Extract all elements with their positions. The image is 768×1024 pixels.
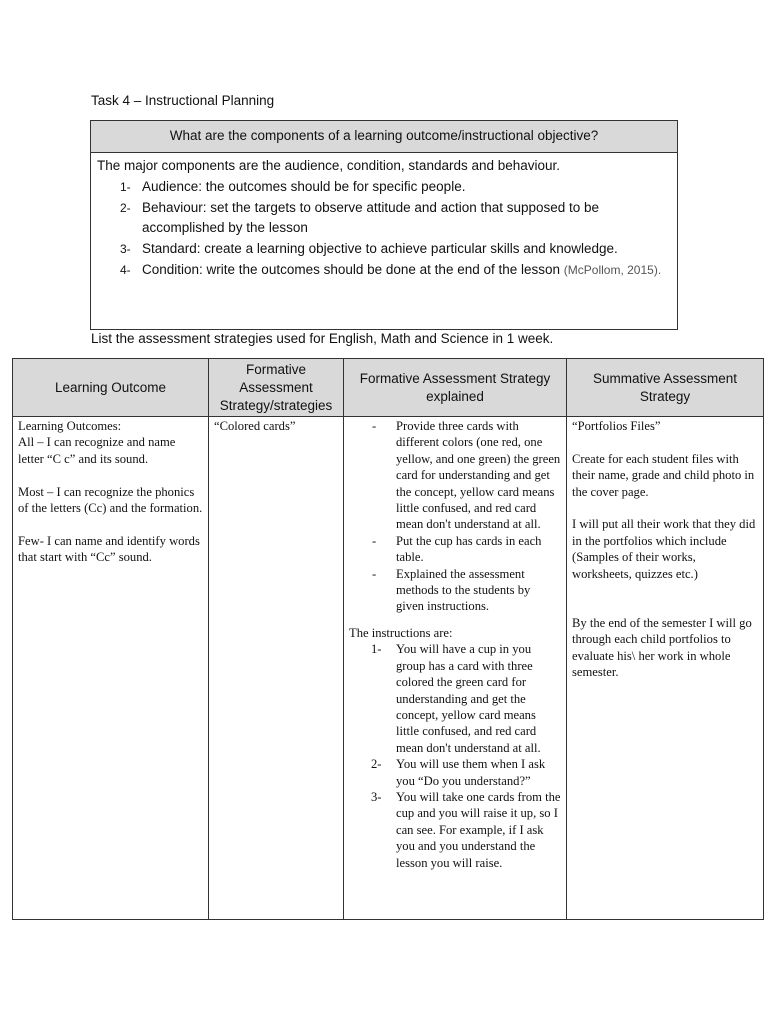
formative-strategy-cell [209, 417, 344, 920]
outcome-all: All – I can recognize and name letter “C c” and its sound. [18, 435, 176, 466]
answer-body [91, 153, 677, 280]
table-header-row [13, 359, 764, 417]
task-title: Task 4 – Instructional Planning [91, 93, 275, 108]
instructions-label: The instructions are: [349, 625, 453, 640]
list-item: - Put the cup has cards in each table. [372, 533, 542, 565]
item-number: 3- [120, 242, 131, 256]
table-row [13, 417, 764, 920]
formative-explained-cell [344, 417, 567, 920]
summative-strategy-cell [567, 417, 764, 920]
outcome-few: Few- I can name and identify words that start with “Cc” sound. [18, 533, 200, 565]
component-list [97, 177, 671, 280]
summative-paragraph: By the end of the semester I will go through each child portfolios to evaluate his\ her work in whole semester. [572, 615, 752, 680]
item-number: 4- [120, 263, 131, 277]
component-item [97, 239, 671, 259]
question-box [90, 120, 678, 330]
item-number: 2- [120, 201, 131, 215]
question-header: What are the components of a learning outcome/instructional objective? [91, 121, 677, 153]
list-item: - Provide three cards with different colors (one red, one yellow, and one green) the green card for understanding and get the concept, yellow card means little confused, and red card mean don't understand at all. [372, 419, 561, 532]
list-item: 3- You will take one cards from the cup and you will raise it up, so I can see. For example, if I ask you and you understand the lesson you will raise. [371, 789, 561, 870]
component-item [97, 177, 671, 197]
assessment-table [12, 358, 764, 920]
item-text: Standard: create a learning objective to achieve particular skills and knowledge. [142, 241, 618, 256]
header-summative-strategy: Summative Assessment Strategy [567, 359, 764, 417]
header-formative-explained: Formative Assessment Strategy explained [344, 359, 567, 417]
list-item: 1- You will have a cup in you group has a card with three colored the green card for understanding and get the concept, yellow card means little confused, and red card mean don't understand at all. [371, 642, 541, 755]
summative-title: “Portfolios Files” [572, 419, 661, 433]
item-text: Condition: write the outcomes should be done at the end of the lesson [142, 262, 561, 277]
answer-intro: The major components are the audience, condition, standards and behaviour. [97, 158, 561, 173]
header-formative-strategy: Formative Assessment Strategy/strategies [209, 359, 344, 417]
list-item: 2- You will use them when I ask you “Do you understand?” [371, 757, 546, 788]
list-heading: List the assessment strategies used for English, Math and Science in 1 week. [91, 331, 554, 346]
citation: (McPollom, 2015). [563, 263, 662, 277]
component-item [97, 198, 671, 238]
outcome-most: Most – I can recognize the phonics of the letters (Cc) and the formation. [18, 484, 203, 516]
instructions-list [349, 641, 561, 871]
summative-paragraph: I will put all their work that they did in the portfolios which include (Samples of their works, worksheets, quizzes etc.) [572, 517, 756, 581]
summative-paragraph: Create for each student files with their name, grade and child photo in the cover page. [572, 451, 755, 499]
item-text: Audience: the outcomes should be for specific people. [142, 179, 466, 194]
item-text: Behaviour: set the targets to observe attitude and action that supposed to be accomplished by the lesson [142, 200, 600, 235]
learning-outcome-cell [13, 417, 209, 920]
item-number: 1- [120, 180, 131, 194]
strategy-steps [349, 418, 561, 615]
strategy-name: “Colored cards” [214, 419, 296, 433]
list-item: - Explained the assessment methods to the students by given instructions. [372, 566, 531, 614]
outcomes-title: Learning Outcomes: [18, 419, 122, 433]
component-item [97, 260, 671, 280]
header-learning-outcome: Learning Outcome [13, 359, 209, 417]
